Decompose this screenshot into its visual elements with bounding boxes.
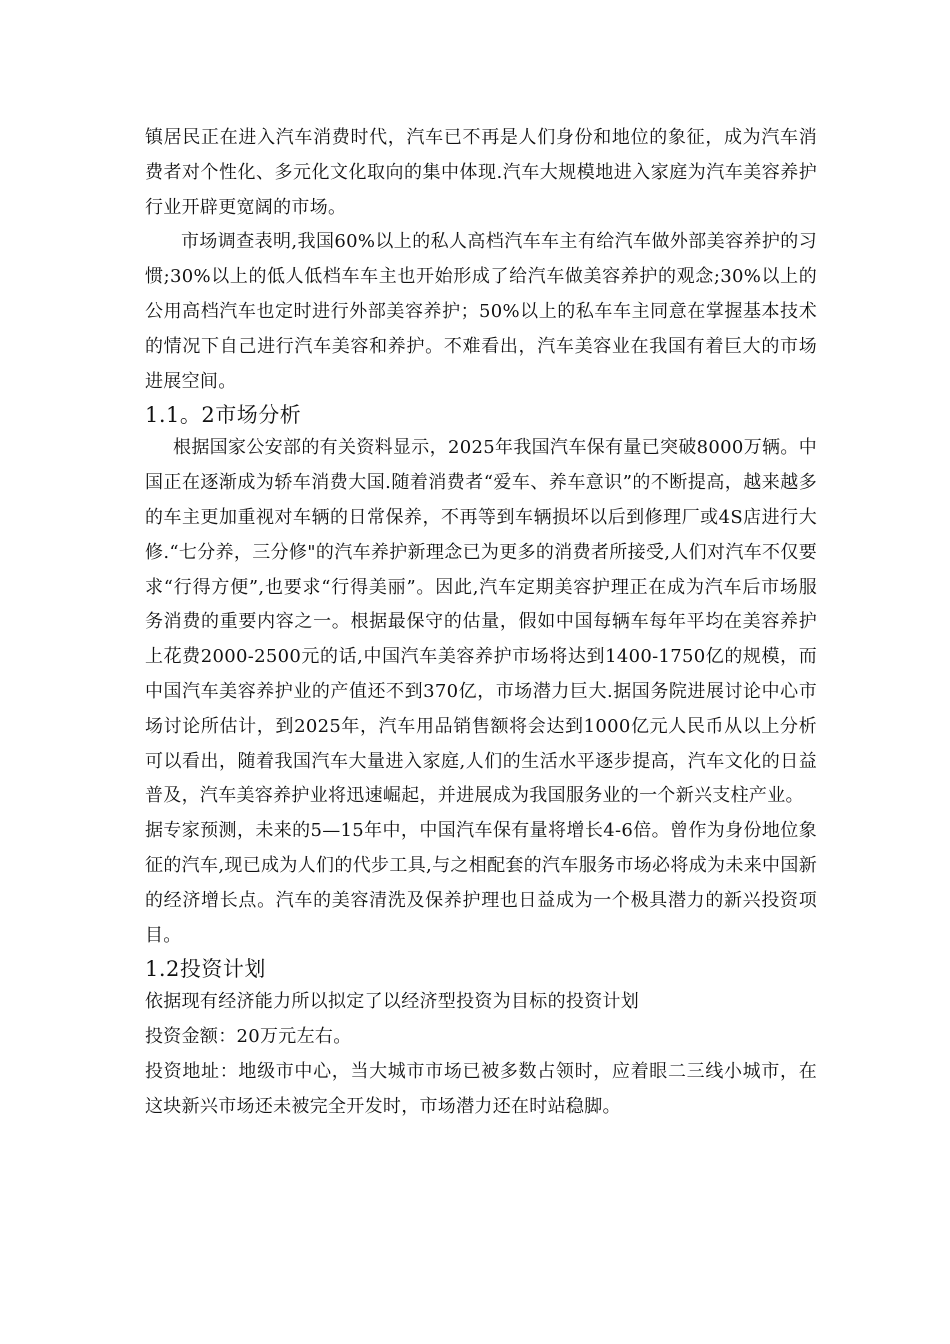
paragraph-expert-forecast: 据专家预测，未来的5—15年中，中国汽车保有量将增长4-6倍。曾作为身份地位象征的汽车,现已成为人们的代步工具,与之相配套的汽车服务市场必将成为未来中国新的经济增长点。汽车的美容清洗及保养护理也日益成为一个极具潜力的新兴投资项目。 (145, 820, 817, 946)
paragraph-market-survey: 市场调查表明,我国60%以上的私人高档汽车车主有给汽车做外部美容养护的习惯;30%以上的低人低档车车主也开始形成了给汽车做美容养护的观念;30%以上的公用高档汽车也定时进行外部美容养护；50%以上的私车车主同意在掌握基本技术的情况下自己进行汽车美容和养护。不难看出，汽车美容业在我国有着巨大的市场进展空间。 (145, 231, 817, 392)
paragraph-intro: 镇居民正在进入汽车消费时代，汽车已不再是人们身份和地位的象征，成为汽车消费者对个性化、多元化文化取向的集中体现.汽车大规模地进入家庭为汽车美容养护行业开辟更宽阔的市场。 (145, 127, 817, 218)
paragraph-market-analysis: 根据国家公安部的有关资料显示，2025年我国汽车保有量已突破8000万辆。中国正在逐渐成为轿车消费大国.随着消费者“爱车、养车意识”的不断提高，越来越多的车主更加重视对车辆的日常保养，不再等到车辆损坏以后到修理厂或4S店进行大修.“七分养，三分修"的汽车养护新理念已为更多的消费者所接受,人们对汽车不仅要求“行得方便”,也要求“行得美丽”。因此,汽车定期美容护理正在成为汽车后市场服务消费的重要内容之一。根据最保守的估量，假如中国每辆车每年平均在美容养护上花费2000-2500元的话,中国汽车美容养护市场将达到1400-1750亿的规模，而中国汽车美容养护业的产值还不到370亿，市场潜力巨大.据国务院进展讨论中心市场讨论所估计，到2025年，汽车用品销售额将会达到1000亿元人民币从以上分析可以看出，随着我国汽车大量进入家庭,人们的生活水平逐步提高，汽车文化的日益普及，汽车美容养护业将迅速崛起，并进展成为我国服务业的一个新兴支柱产业。 (145, 437, 817, 807)
document-page (145, 121, 817, 1125)
heading-market-analysis: 1.1。2市场分析 (145, 403, 302, 428)
paragraph-investment-amount: 投资金额：20万元左右。 (145, 1026, 352, 1048)
paragraph-investment-basis: 依据现有经济能力所以拟定了以经济型投资为目标的投资计划 (145, 991, 640, 1013)
paragraph-investment-location: 投资地址：地级市中心，当大城市市场已被多数占领时，应着眼二三线小城市，在这块新兴市场还未被完全开发时，市场潜力还在时站稳脚。 (145, 1060, 817, 1117)
heading-investment-plan: 1.2投资计划 (145, 957, 266, 982)
